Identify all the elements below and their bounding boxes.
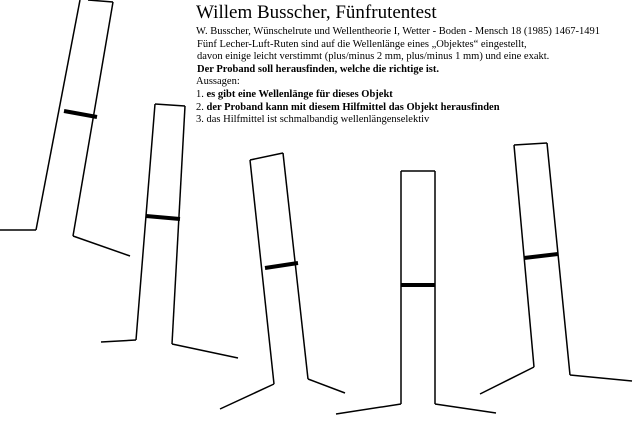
description-line-3: Der Proband soll herausfinden, welche die richtige ist. [197, 63, 439, 75]
rod-3-marker [265, 263, 298, 268]
rod-1-marker [64, 111, 97, 117]
statement-2-text: der Proband kann mit diesem Hilfmittel das Objekt herausfinden [206, 101, 500, 113]
reference-line: W. Busscher, Wünschelrute und Wellentheorie I, Wetter - Boden - Mensch 18 (1985) 1467-1491 [196, 26, 600, 37]
statement-1-number: 1. [196, 88, 204, 100]
statement-3 [196, 114, 640, 127]
statements-heading: Aussagen: [196, 76, 240, 88]
statement-1 [196, 89, 640, 102]
statement-2 [196, 102, 640, 115]
lecher-rod-1 [0, 0, 130, 256]
statement-2-number: 2. [196, 101, 204, 113]
text-block [196, 2, 640, 127]
description-line-2: davon einige leicht verstimmt (plus/minus 2 mm, plus/minus 1 mm) und eine exakt. [197, 51, 550, 63]
statement-3-text: das Hilfmittel ist schmalbandig wellenlängenselektiv [206, 114, 430, 126]
lecher-rod-3 [220, 153, 345, 409]
lecher-rod-4 [336, 171, 496, 414]
statement-1-text: es gibt eine Wellenlänge für dieses Objekt [206, 88, 393, 100]
description-line-1: Fünf Lecher-Luft-Ruten sind auf die Wellenlänge eines „Objektes“ eingestellt, [197, 38, 527, 50]
page-title: Willem Busscher, Fünfrutentest [196, 2, 437, 23]
lecher-rod-5 [480, 143, 632, 394]
statement-3-number: 3. [196, 114, 204, 126]
rod-2-marker [146, 216, 180, 219]
rod-5-marker [524, 254, 558, 258]
lecher-rod-2 [101, 101, 238, 358]
